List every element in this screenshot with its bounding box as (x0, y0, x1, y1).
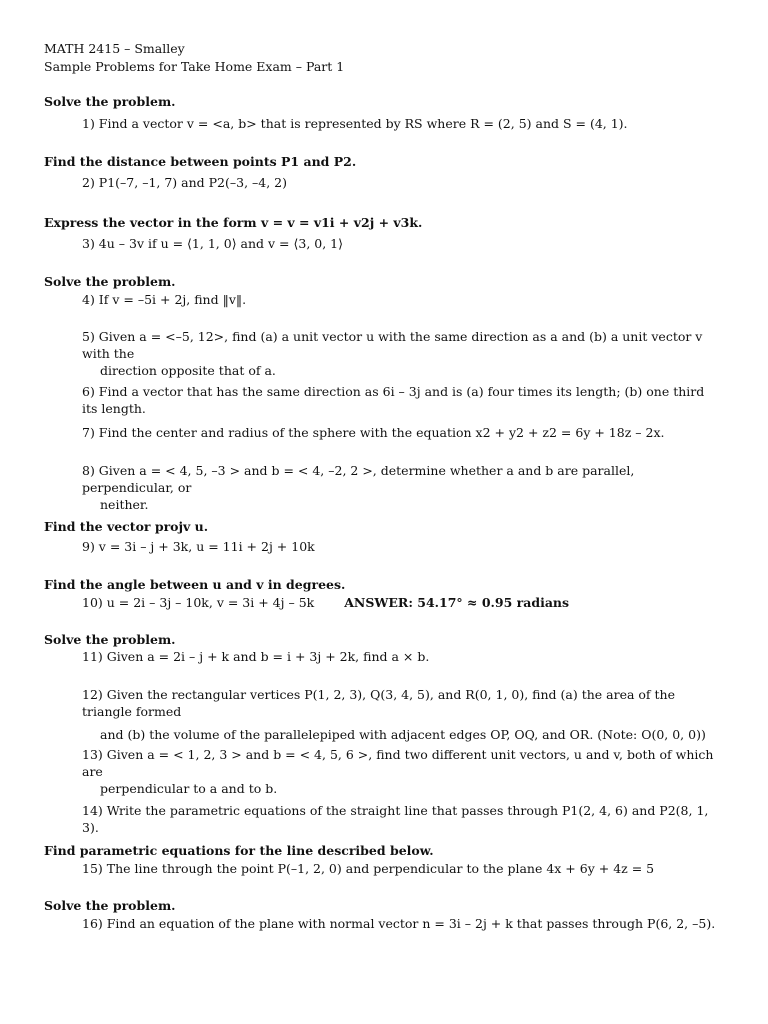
section-heading-8: Find parametric equations for the line described below. (44, 843, 434, 858)
problem-12-line-1: 12) Given the rectangular vertices P(1, 2, 3), Q(3, 4, 5), and R(0, 1, 0), find (a) the area of the triangle formed (82, 687, 675, 719)
problem-8 (82, 462, 722, 513)
problem-3: 3) 4u – 3v if u = ⟨1, 1, 0⟩ and v = ⟨3, 0, 1⟩ (82, 236, 344, 251)
problem-8-line-2: neither. (100, 497, 149, 512)
problem-5 (82, 328, 722, 379)
section-heading-2: Find the distance between points P1 and P2. (44, 154, 357, 169)
problem-2: 2) P1(–7, –1, 7) and P2(–3, –4, 2) (82, 175, 287, 190)
problem-13 (82, 746, 722, 797)
problem-12 (82, 686, 722, 743)
problem-10 (82, 594, 722, 611)
section-heading-6: Find the angle between u and v in degrees. (44, 577, 346, 592)
problem-15: 15) The line through the point P(–1, 2, 0) and perpendicular to the plane 4x + 6y + 4z = 5 (82, 861, 655, 876)
problem-10-answer: ANSWER: 54.17° ≈ 0.95 radians (344, 595, 570, 610)
problem-5-line-1: 5) Given a = <–5, 12>, find (a) a unit vector u with the same direction as a and (b) a unit vector v with the (82, 329, 703, 361)
section-heading-7: Solve the problem. (44, 632, 176, 647)
section-heading-9: Solve the problem. (44, 898, 176, 913)
problem-16: 16) Find an equation of the plane with normal vector n = 3i – 2j + k that passes through P(6, 2, –5). (82, 916, 716, 931)
problem-14: 14) Write the parametric equations of the straight line that passes through P1(2, 4, 6) and P2(8, 1, 3). (82, 803, 709, 835)
problem-5-line-2: direction opposite that of a. (100, 363, 276, 378)
exam-title: Sample Problems for Take Home Exam – Part 1 (44, 59, 345, 74)
section-heading-4: Solve the problem. (44, 274, 176, 289)
problem-12-line-2: and (b) the volume of the parallelepiped with adjacent edges OP, OQ, and OR. (Note: O(0, 0, 0)) (100, 727, 706, 742)
problem-13-line-1: 13) Given a = < 1, 2, 3 > and b = < 4, 5, 6 >, find two different unit vectors, u and v, both of which are (82, 747, 714, 779)
problem-4: 4) If v = –5i + 2j, find ‖v‖. (82, 292, 247, 307)
problem-8-line-1: 8) Given a = < 4, 5, –3 > and b = < 4, –2, 2 >, determine whether a and b are parallel, perpendicular, or (82, 463, 635, 495)
section-heading-1: Solve the problem. (44, 94, 176, 109)
course-line: MATH 2415 – Smalley (44, 41, 185, 56)
problem-13-line-2: perpendicular to a and to b. (100, 781, 278, 796)
problem-9: 9) v = 3i – j + 3k, u = 11i + 2j + 10k (82, 539, 315, 554)
problem-7: 7) Find the center and radius of the sphere with the equation x2 + y2 + z2 = 6y + 18z – 2x. (82, 425, 665, 440)
section-heading-5: Find the vector projv u. (44, 519, 209, 534)
section-heading-3: Express the vector in the form v = v = v1i + v2j + v3k. (44, 215, 423, 230)
problem-1: 1) Find a vector v = <a, b> that is represented by RS where R = (2, 5) and S = (4, 1). (82, 116, 628, 131)
problem-10-text: 10) u = 2i – 3j – 10k, v = 3i + 4j – 5k (82, 595, 315, 610)
header (44, 40, 344, 76)
problem-11: 11) Given a = 2i – j + k and b = i + 3j + 2k, find a × b. (82, 649, 430, 664)
problem-6: 6) Find a vector that has the same direction as 6i – 3j and is (a) four times its length; (b) one third its length. (82, 384, 705, 416)
